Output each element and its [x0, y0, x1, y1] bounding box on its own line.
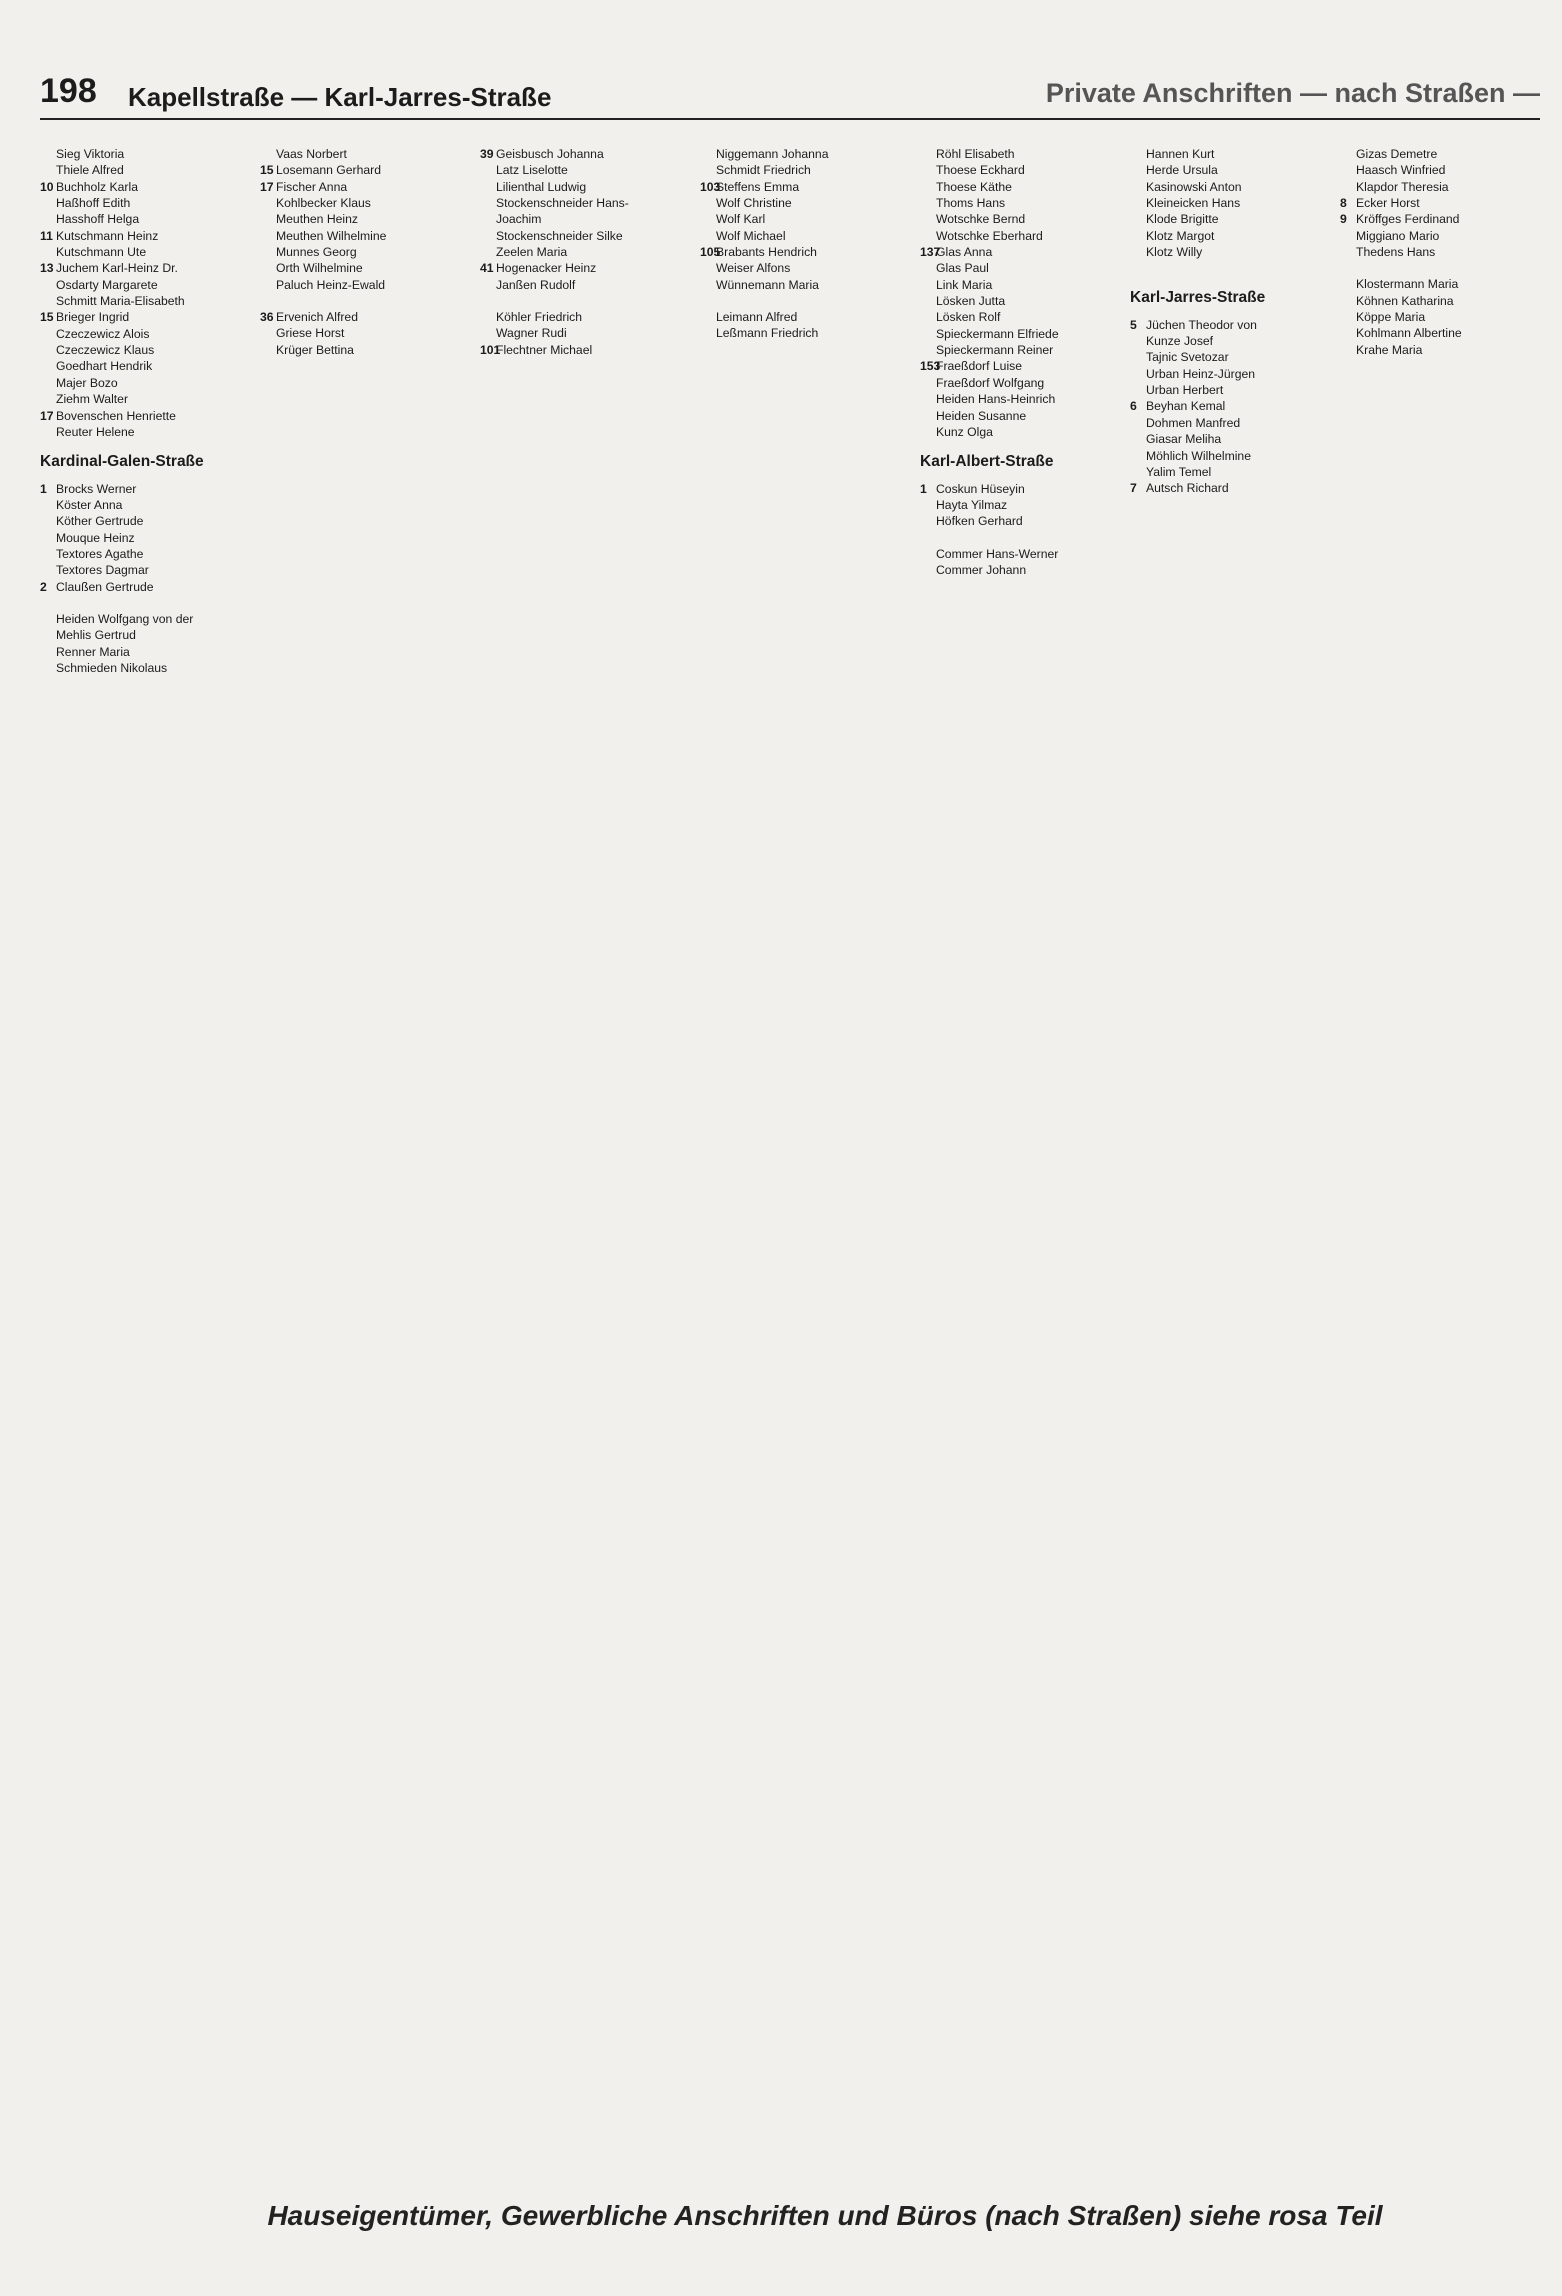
resident-name: Janßen Rudolf [496, 277, 576, 292]
resident-entry [920, 326, 1128, 342]
resident-entry [40, 179, 248, 195]
resident-name: Flechtner Michael [496, 342, 593, 357]
resident-name: Urban Herbert [1146, 383, 1224, 398]
resident-entry [920, 260, 1128, 276]
resident-name: Link Maria [936, 277, 993, 292]
resident-name: Kutschmann Ute [56, 245, 147, 260]
resident-entry [260, 244, 468, 260]
resident-name: Lösken Rolf [936, 310, 1001, 325]
resident-entry [40, 260, 248, 276]
resident-name: Bovenschen Henriette [56, 408, 176, 423]
resident-name: Leßmann Friedrich [716, 326, 819, 341]
resident-name: Lösken Jutta [936, 294, 1006, 309]
resident-entry [920, 277, 1128, 293]
resident-name: Klostermann Maria [1356, 277, 1459, 292]
resident-entry [700, 162, 908, 178]
resident-entry [480, 162, 688, 178]
resident-name: Kunze Josef [1146, 334, 1214, 349]
resident-entry [40, 326, 248, 342]
resident-entry [260, 342, 468, 358]
resident-entry [480, 195, 688, 211]
resident-entry [480, 325, 688, 341]
resident-entry [480, 179, 688, 195]
resident-name: Reuter Helene [56, 424, 135, 439]
directory-column [40, 146, 248, 676]
resident-name: Thoms Hans [936, 196, 1006, 211]
street-heading: Karl-Albert-Straße [920, 453, 1054, 471]
resident-entry [40, 375, 248, 391]
house-number: 103 [700, 179, 721, 194]
resident-name: Hayta Yilmaz [936, 497, 1008, 512]
resident-name: Kröffges Ferdinand [1356, 212, 1460, 227]
resident-entry [40, 195, 248, 211]
resident-name: Klotz Margot [1146, 228, 1215, 243]
resident-entry [920, 162, 1128, 178]
resident-name: Kleineicken Hans [1146, 196, 1241, 211]
resident-entry [1340, 195, 1540, 211]
resident-entry [1130, 464, 1338, 480]
footer-note: Hauseigentümer, Gewerbliche Anschriften und Büros (nach Straßen) siehe rosa Teil [267, 2200, 1383, 2231]
house-number: 39 [480, 147, 494, 161]
resident-name: Klapdor Theresia [1356, 179, 1449, 194]
resident-entry [40, 497, 248, 513]
resident-entry [40, 611, 248, 627]
resident-name: Czeczewicz Klaus [56, 343, 155, 358]
resident-entry [700, 309, 908, 325]
resident-name: Buchholz Karla [56, 179, 138, 194]
resident-name: Möhlich Wilhelmine [1146, 448, 1251, 463]
omitted-entries-gap [700, 293, 908, 309]
resident-entry [920, 342, 1128, 358]
house-number: 13 [40, 261, 54, 276]
resident-entry [1130, 349, 1338, 365]
resident-name: Thoese Käthe [936, 179, 1012, 194]
resident-name: Meuthen Heinz [276, 212, 358, 227]
resident-entry [920, 562, 1128, 578]
directory-column [1130, 146, 1338, 497]
resident-entry [260, 179, 468, 195]
resident-name: Joachim [496, 212, 542, 227]
resident-entry [480, 342, 688, 358]
resident-name: Thiele Alfred [56, 163, 124, 178]
resident-entry [260, 195, 468, 211]
resident-name: Dohmen Manfred [1146, 415, 1241, 430]
resident-name: Commer Johann [936, 562, 1027, 577]
resident-entry [1340, 244, 1540, 260]
omitted-entries-gap [40, 595, 248, 611]
resident-entry [40, 309, 248, 325]
resident-entry [260, 277, 468, 293]
resident-name: Osdarty Margarete [56, 277, 158, 292]
resident-entry [920, 391, 1128, 407]
resident-entry [260, 309, 468, 325]
resident-name: Steffens Emma [716, 179, 800, 194]
resident-entry [480, 260, 688, 276]
house-number: 15 [260, 163, 274, 178]
resident-entry [1130, 317, 1338, 333]
omitted-entries-gap [1340, 260, 1540, 276]
house-number: 9 [1340, 212, 1347, 227]
resident-entry [1130, 211, 1338, 227]
section-title: Private Anschriften — nach Straßen — [1045, 78, 1540, 108]
house-number: 101 [480, 342, 501, 357]
resident-entry [40, 277, 248, 293]
resident-entry [700, 195, 908, 211]
house-number: 11 [40, 228, 53, 243]
resident-entry [40, 546, 248, 562]
resident-entry [260, 228, 468, 244]
resident-name: Ziehm Walter [56, 392, 129, 407]
resident-entry [920, 211, 1128, 227]
resident-entry [40, 244, 248, 260]
resident-entry [40, 228, 248, 244]
street-heading: Karl-Jarres-Straße [1130, 289, 1266, 307]
resident-name: Gizas Demetre [1356, 147, 1438, 161]
resident-entry [40, 530, 248, 546]
resident-name: Mehlis Gertrud [56, 628, 136, 643]
resident-entry [1130, 146, 1338, 162]
resident-name: Fischer Anna [276, 179, 348, 194]
resident-entry [260, 162, 468, 178]
resident-name: Schmieden Nikolaus [56, 660, 168, 675]
house-number: 8 [1340, 196, 1347, 211]
directory-column [1340, 146, 1540, 358]
resident-entry [920, 179, 1128, 195]
resident-entry [40, 391, 248, 407]
resident-name: Köppe Maria [1356, 310, 1426, 325]
resident-entry [920, 228, 1128, 244]
resident-entry [480, 146, 688, 162]
resident-entry [480, 244, 688, 260]
resident-entry [700, 277, 908, 293]
resident-name: Urban Heinz-Jürgen [1146, 366, 1256, 381]
house-number: 17 [40, 408, 54, 423]
omitted-entries-gap [1130, 260, 1338, 276]
resident-entry [1340, 146, 1540, 162]
resident-name: Wünnemann Maria [716, 277, 819, 292]
resident-name: Haasch Winfried [1356, 163, 1446, 178]
resident-entry [1340, 309, 1540, 325]
resident-name: Köhler Friedrich [496, 310, 583, 325]
resident-entry [1130, 398, 1338, 414]
resident-entry [40, 408, 248, 424]
resident-name: Hannen Kurt [1146, 147, 1215, 161]
resident-name: Stockenschneider Silke [496, 228, 623, 243]
resident-name: Wolf Karl [716, 212, 766, 227]
resident-entry [260, 325, 468, 341]
page-number: 198 [40, 72, 97, 110]
resident-name: Sieg Viktoria [56, 147, 125, 161]
resident-entry [1340, 211, 1540, 227]
directory-column [480, 146, 688, 358]
resident-entry [40, 513, 248, 529]
resident-entry [260, 146, 468, 162]
resident-entry [1340, 325, 1540, 341]
resident-entry [40, 358, 248, 374]
resident-name: Brieger Ingrid [56, 310, 130, 325]
resident-name: Ervenich Alfred [276, 310, 358, 325]
resident-entry [700, 228, 908, 244]
resident-name: Spieckermann Reiner [936, 343, 1054, 358]
resident-entry [40, 293, 248, 309]
house-number: 105 [700, 245, 721, 260]
resident-entry [40, 146, 248, 162]
page-header [40, 72, 1540, 120]
resident-entry [700, 146, 908, 162]
resident-entry [1340, 162, 1540, 178]
house-number: 41 [480, 261, 494, 276]
resident-entry [480, 309, 688, 325]
resident-name: Jüchen Theodor von [1146, 317, 1257, 332]
resident-name: Commer Hans-Werner [936, 546, 1059, 561]
resident-name: Majer Bozo [56, 375, 118, 390]
resident-name: Zeelen Maria [496, 245, 568, 260]
resident-entry [40, 660, 248, 676]
resident-entry [920, 195, 1128, 211]
resident-name: Röhl Elisabeth [936, 147, 1015, 161]
house-number: 10 [40, 179, 54, 194]
resident-name: Köther Gertrude [56, 514, 144, 529]
directory-column [260, 146, 468, 358]
directory-column [700, 146, 908, 342]
resident-name: Stockenschneider Hans- [496, 196, 629, 211]
resident-name: Leimann Alfred [716, 310, 798, 325]
resident-name: Klotz Willy [1146, 245, 1203, 260]
resident-name: Kasinowski Anton [1146, 179, 1242, 194]
resident-entry [40, 562, 248, 578]
resident-entry [920, 358, 1128, 374]
resident-name: Autsch Richard [1146, 481, 1229, 496]
house-number: 153 [920, 359, 941, 374]
resident-entry [920, 244, 1128, 260]
resident-entry [480, 228, 688, 244]
resident-name: Heiden Hans-Heinrich [936, 392, 1056, 407]
resident-entry [1340, 342, 1540, 358]
resident-name: Orth Wilhelmine [276, 261, 363, 276]
street-range-title: Kapellstraße — Karl-Jarres-Straße [128, 82, 552, 112]
resident-entry [40, 342, 248, 358]
resident-entry [260, 211, 468, 227]
omitted-entries-gap [920, 530, 1128, 546]
resident-entry [700, 211, 908, 227]
resident-name: Haßhoff Edith [56, 196, 131, 211]
house-number: 6 [1130, 399, 1137, 414]
resident-name: Czeczewicz Alois [56, 326, 150, 341]
resident-entry [480, 277, 688, 293]
resident-name: Krüger Bettina [276, 342, 354, 357]
resident-entry [1340, 293, 1540, 309]
resident-name: Claußen Gertrude [56, 579, 154, 594]
resident-entry [700, 179, 908, 195]
resident-name: Wotschke Bernd [936, 212, 1026, 227]
resident-entry [1340, 179, 1540, 195]
house-number: 1 [40, 481, 47, 496]
resident-entry [700, 260, 908, 276]
resident-name: Spieckermann Elfriede [936, 326, 1059, 341]
resident-name: Wotschke Eberhard [936, 228, 1043, 243]
resident-name: Weiser Alfons [716, 261, 791, 276]
resident-name: Krahe Maria [1356, 342, 1423, 357]
resident-name: Hogenacker Heinz [496, 261, 597, 276]
resident-name: Renner Maria [56, 644, 130, 659]
resident-name: Vaas Norbert [276, 147, 347, 161]
resident-entry [1130, 228, 1338, 244]
resident-entry [1130, 195, 1338, 211]
resident-entry [1130, 366, 1338, 382]
resident-name: Köhnen Katharina [1356, 293, 1454, 308]
resident-name: Miggiano Mario [1356, 228, 1440, 243]
house-number: 1 [920, 481, 927, 496]
resident-name: Ecker Horst [1356, 196, 1420, 211]
resident-entry [920, 293, 1128, 309]
house-number: 17 [260, 179, 274, 194]
resident-entry [920, 546, 1128, 562]
directory-column [920, 146, 1128, 578]
resident-name: Heiden Susanne [936, 408, 1027, 423]
resident-name: Höfken Gerhard [936, 514, 1023, 529]
resident-name: Brocks Werner [56, 481, 137, 496]
resident-entry [40, 481, 248, 497]
resident-name: Beyhan Kemal [1146, 399, 1226, 414]
resident-entry [1130, 448, 1338, 464]
resident-entry [920, 513, 1128, 529]
resident-entry [920, 408, 1128, 424]
resident-entry [1340, 228, 1540, 244]
resident-entry [40, 211, 248, 227]
resident-name: Fraeßdorf Luise [936, 359, 1023, 374]
house-number: 7 [1130, 481, 1137, 496]
resident-name: Brabants Hendrich [716, 245, 817, 260]
resident-name: Köster Anna [56, 497, 123, 512]
resident-name: Paluch Heinz-Ewald [276, 277, 386, 292]
resident-entry [40, 162, 248, 178]
resident-name: Giasar Meliha [1146, 432, 1222, 447]
resident-entry [1130, 431, 1338, 447]
house-number: 2 [40, 579, 47, 594]
resident-name: Latz Liselotte [496, 163, 568, 178]
resident-entry [1130, 333, 1338, 349]
resident-name: Hasshoff Helga [56, 212, 140, 227]
resident-name: Kohlmann Albertine [1356, 326, 1462, 341]
resident-entry [1130, 415, 1338, 431]
resident-name: Textores Dagmar [56, 563, 149, 578]
directory-columns [40, 146, 1540, 2176]
resident-entry [480, 211, 688, 227]
resident-name: Klode Brigitte [1146, 212, 1219, 227]
resident-name: Lilienthal Ludwig [496, 179, 587, 194]
resident-entry [700, 325, 908, 341]
house-number: 36 [260, 310, 274, 325]
resident-entry [1130, 480, 1338, 496]
house-number: 5 [1130, 317, 1137, 332]
resident-name: Kohlbecker Klaus [276, 196, 371, 211]
resident-name: Wagner Rudi [496, 326, 567, 341]
resident-entry [1130, 162, 1338, 178]
house-number: 15 [40, 310, 54, 325]
resident-name: Herde Ursula [1146, 163, 1218, 178]
street-heading: Kardinal-Galen-Straße [40, 453, 204, 471]
resident-entry [40, 627, 248, 643]
resident-entry [920, 375, 1128, 391]
resident-entry [40, 424, 248, 440]
resident-entry [260, 260, 468, 276]
resident-name: Munnes Georg [276, 245, 357, 260]
resident-name: Coskun Hüseyin [936, 481, 1025, 496]
resident-entry [920, 481, 1128, 497]
resident-name: Wolf Christine [716, 196, 792, 211]
resident-name: Thoese Eckhard [936, 163, 1025, 178]
resident-name: Meuthen Wilhelmine [276, 228, 387, 243]
resident-name: Kunz Olga [936, 424, 993, 439]
resident-entry [920, 424, 1128, 440]
resident-entry [40, 644, 248, 660]
resident-name: Losemann Gerhard [276, 163, 382, 178]
resident-name: Glas Paul [936, 261, 989, 276]
omitted-entries-gap [480, 293, 688, 309]
resident-name: Kutschmann Heinz [56, 228, 159, 243]
omitted-entries-gap [260, 293, 468, 309]
resident-name: Textores Agathe [56, 546, 144, 561]
resident-name: Goedhart Hendrik [56, 359, 153, 374]
resident-entry [1340, 276, 1540, 292]
resident-name: Juchem Karl-Heinz Dr. [56, 261, 178, 276]
house-number: 137 [920, 245, 941, 260]
resident-name: Yalim Temel [1146, 464, 1212, 479]
resident-entry [1130, 179, 1338, 195]
resident-name: Geisbusch Johanna [496, 147, 604, 161]
resident-name: Mouque Heinz [56, 530, 135, 545]
resident-name: Schmitt Maria-Elisabeth [56, 294, 185, 309]
resident-entry [1130, 382, 1338, 398]
resident-entry [700, 244, 908, 260]
resident-name: Thedens Hans [1356, 245, 1436, 260]
resident-entry [40, 579, 248, 595]
resident-entry [1130, 244, 1338, 260]
resident-name: Heiden Wolfgang von der [56, 611, 194, 626]
resident-entry [920, 497, 1128, 513]
resident-name: Tajnic Svetozar [1146, 350, 1229, 365]
resident-name: Fraeßdorf Wolfgang [936, 375, 1045, 390]
resident-entry [920, 309, 1128, 325]
resident-name: Griese Horst [276, 326, 345, 341]
resident-name: Glas Anna [936, 245, 993, 260]
resident-name: Wolf Michael [716, 228, 786, 243]
resident-name: Schmidt Friedrich [716, 163, 811, 178]
resident-name: Niggemann Johanna [716, 147, 829, 161]
resident-entry [920, 146, 1128, 162]
